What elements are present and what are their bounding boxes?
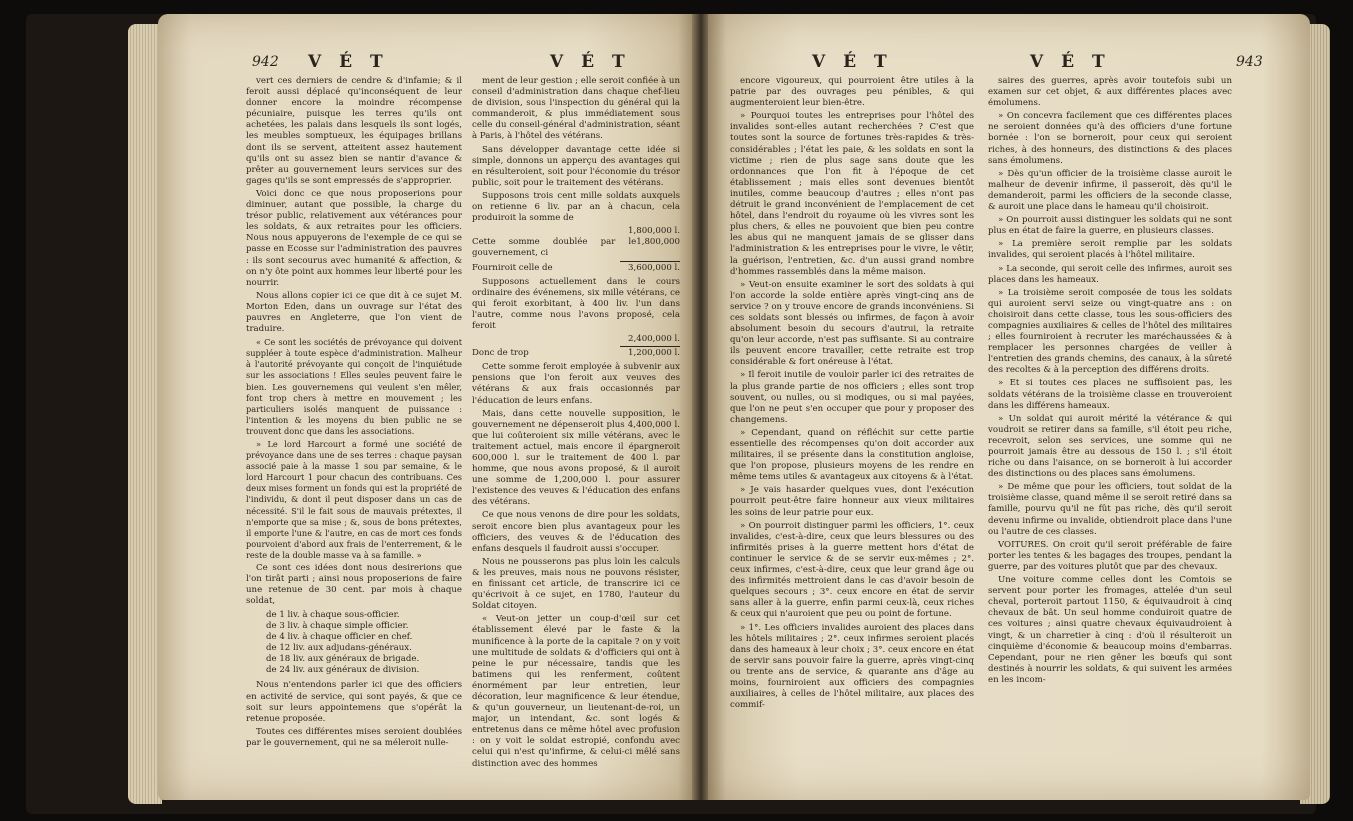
left-running-head-2: V É T (550, 52, 631, 72)
paragraph: Nous ne pousserons pas plus loin les calculs & les preuves, mais nous ne pouvons résister, en finissant cet article, de transcrire ici ce qu'écrivoit à ce sujet, en 1780, l'auteur du Soldat citoyen. (472, 556, 680, 612)
calc-label: Donc de trop (472, 348, 529, 359)
left-page (158, 14, 694, 800)
right-column-1 (730, 76, 974, 713)
paragraph: Mais, dans cette nouvelle supposition, le gouvernement ne dépenseroit plus 4,400,000 l. que lui coûteroient six mille vétérans, avec le traitement actuel, mais encore il épargneroit 600,000 l. sur le traitement de 400 l. par homme, que nous avons proposé, & il auroit une somme de 1,200,000 l. pour assurer l'existence des veuves & l'éducation des enfans des vétérans. (472, 408, 680, 508)
article-voitures: VOITURES. On croit qu'il seroit préférable de faire porter les tentes & les bagages des troupes, pendant la guerre, par des voitures plutôt que par des chevaux. (988, 539, 1232, 572)
paragraph: » Il feroit inutile de vouloir parler ici des retraites de la plus grande partie de nos officiers ; elles sont trop souvent, ou nulles, ou si modiques, ou si mal payées, que l'on ne peut s'en occuper que pour y proposer des changemens. (730, 370, 974, 425)
calculation-table-2 (472, 334, 680, 359)
list-item: de 1 liv. à chaque sous-officier. (266, 610, 400, 621)
amount: 3,600,000 l. (628, 262, 680, 273)
left-page-number: 942 (252, 54, 279, 70)
paragraph: « Veut-on jetter un coup-d'œil sur cet établissement élevé par le faste & la munificence à la porte de la capitale ? on y voit une multitude de soldats & d'officiers qui ont à peine le pur nécessaire, tandis que les batimens qui les renferment, coûtent énormément par leur entretien, leur décoration, leur magnificence & leur étendue, & qu'un gouverneur, un lieutenant-de-roi, un major, un intendant, &c. sont logés & entretenus dans ce même hôtel avec profusion : on y voit le soldat estropié, confondu avec celui qui n'est qu'infirme, & celui-ci mêlé sans distinction avec des hommes (472, 614, 680, 769)
paragraph: » On pourroit aussi distinguer les soldats qui ne sont plus en état de faire la guerre, en plusieurs classes. (988, 215, 1232, 237)
paragraph: » Cependant, quand on réfléchit sur cette partie essentielle des récompenses qu'on doit accorder aux militaires, il se présente dans la constitution angloise, que l'on propose, plusieurs moyens de les rendre en même tems utiles & avantageux aux citoyens & à l'état. (730, 427, 974, 483)
calculation-table (472, 226, 680, 273)
retenue-list (266, 610, 462, 676)
amount: 1,200,000 l. (628, 348, 680, 359)
paragraph: » Je vais hasarder quelques vues, dont l'exécution pourroit peut-être faire honneur aux vieux militaires les soins de leur patrie pour eux. (730, 485, 974, 518)
paragraph: » La première seroit remplie par les soldats invalides, qui seroient placés à l'hôtel militaire. (988, 239, 1232, 261)
paragraph: ment de leur gestion ; elle seroit confiée à un conseil d'administration dans chaque chef-lieu de division, sous l'inspection du général qui la commanderoit, & plus immédiatement sous celle du conseil-général d'administration, séant à Paris, à l'hôtel des vétérans. (472, 76, 680, 142)
paragraph: saires des guerres, après avoir toutefois subi un examen sur cet objet, & aux différentes places avec émolumens. (988, 76, 1232, 109)
paragraph: Voici donc ce que nous proposerions pour diminuer, autant que possible, la charge du trésor public, relativement aux vétérances pour les soldats, & aux retraites pour les officiers. Nous nous appuyerons de l'exemple de ce qui se passe en Ecosse sur l'administration des pauvres : ils sont secourus avec humanité & affection, & on n'y ôte point aux hommes leur liberté pour les nourrir. (246, 188, 462, 288)
paragraph: Supposons trois cent mille soldats auxquels on retienne 6 liv. par an à chacun, cela produiroit la somme de (472, 190, 680, 224)
paragraph: encore vigoureux, qui pourroient être utiles à la patrie par des ouvrages peu pénibles, & qui augmenteroient leur bien-être. (730, 76, 974, 109)
paragraph: » Et si toutes ces places ne suffisoient pas, les soldats vétérans de la troisième classe en trouveroient dans les différens hameaux. (988, 378, 1232, 411)
calc-label: Cette somme doublée par le gouvernement, ci (472, 237, 637, 259)
paragraph: Une voiture comme celles dont les Comtois se servent pour porter les fromages, attelée d'un seul cheval, porteroit partout 1150, & équivaudroit à cinq chevaux de bât. Un seul homme conduiroit quatre de ces voitures ; ainsi quatre chevaux équivaudroient à vingt, & un charretier à cinq : d'où il résulteroit un cinquième d'économie & beaucoup moins d'embarras. Cependant, pour ne rien gêner les bœufs qui sont destinés à nourrir les soldats, & qui suivent les armées en les incom- (988, 575, 1232, 685)
right-running-head-1: V É T (812, 52, 893, 72)
paragraph: Cette somme feroit employée à subvenir aux pensions que l'on feroit aux veuves des vétérans & aux frais occasionnés par l'éducation de leurs enfans. (472, 362, 680, 406)
paragraph: Ce sont ces idées dont nous desirerions que l'on tirât parti ; ainsi nous proposerions de faire une retenue de 30 cent. par mois à chaque soldat, (246, 563, 462, 607)
paragraph: » 1°. Les officiers invalides auroient des places dans les hôtels militaires ; 2°. ceux infirmes seroient placés dans des hameaux à leur choix ; 3°. ceux encore en état de servir sans pouvoir faire la guerre, après vingt-cinq ou trente ans de service, & quarante ans d'âge au moins, fourniroient aux officiers des compagnies auxiliaires, à celles de l'hôtel militaire, aux places des commif- (730, 622, 974, 711)
paragraph: Supposons actuellement dans le cours ordinaire des événemens, six mille vétérans, ce qui feroit exorbitant, à 400 liv. l'un dans l'autre, comme nous l'avons proposé, cela feroit (472, 276, 680, 331)
paragraph: « Ce sont les sociétés de prévoyance qui doivent suppléer à toute espèce d'administration. Malheur à l'autorité prévoyante qui conçoit de l'inquiétude sur les associations ! Elles seules peuvent faire le bien. Les gouvernemens qui veulent s'en mêler, font trop chers à mettre en mouvement ; les particuliers isolés manquent de puissance : l'intention & les moyens du bien public ne se trouvent donc que dans les associations. (246, 337, 462, 436)
list-item: de 12 liv. aux adjudans-généraux. (266, 643, 412, 654)
paragraph: » Le lord Harcourt a formé une société de prévoyance dans une de ses terres : chaque paysan associé paie à la masse 1 sou par semaine, & le lord Harcourt 1 pour chacun des contribuans. Ces deux mises forment un fonds qui est la propriété de l'individu, & dont il peut disposer dans un cas de nécessité. S'il le fait sous de mauvais prétextes, il n'emporte que sa mise ; &, sous de bons prétextes, il emporte l'une & l'autre, en cas de mort ces fonds pourvoient d'abord aux frais de l'enterrement, & le reste de la double masse va à sa famille. » (246, 439, 462, 560)
paragraph: Nous n'entendons parler ici que des officiers en activité de service, qui sont payés, & que ce soit sur leurs appointemens que s'opérât la retenue proposée. (246, 680, 462, 724)
list-item: de 24 liv. aux généraux de division. (266, 665, 420, 676)
right-running-head-2: V É T (1030, 52, 1111, 72)
right-column-2 (988, 76, 1232, 688)
left-page-edges (128, 24, 162, 804)
paragraph: vert ces derniers de cendre & d'infamie; & il feroit aussi déplacé qu'inconséquent de leur donner encore la moindre récompense pécuniaire, puisque les terres qu'ils ont achetées, les palais dans lesquels ils sont logés, les meubles somptueux, les équipages brillans dont ils se servent, atteitent assez hautement qu'ils ont su assez bien se nantir d'avance & prêter au gouvernement leurs services sur des gages qu'ils se sont empressés de s'approprier. (246, 76, 462, 186)
paragraph: » Un soldat qui auroit mérité la vétérance & qui voudroit se retirer dans sa famille, s'il étoit peu riche, recevroit, selon ses services, une somme qui ne pourroit jamais être au dessous de 150 l. ; s'il étoit riche ou dans l'aisance, on se borneroit à lui accorder des distinctions ou des places sans émolumens. (988, 413, 1232, 480)
list-item: de 18 liv. aux généraux de brigade. (266, 654, 420, 665)
paragraph: » On concevra facilement que ces différentes places ne seroient données qu'à des officiers d'une fortune bornée : l'on se borneroit, pour ceux qui seroient riches, à des honneurs, des distinctions & des places sans émolumens. (988, 111, 1232, 166)
paragraph: » Pourquoi toutes les entreprises pour l'hôtel des invalides sont-elles autant recherchées ? C'est que toutes sont la source de fortunes très-rapides & très-considérables ; l'état les paie, & les soldats en sont la victime ; rien de plus sage sans doute que les ordonnances que l'on fit à l'époque de cet établissement ; mais elles sont devenues bientôt inutiles, comme beaucoup d'autres ; elles n'ont pas détruit le grand inconvénient de l'emplacement de cet hôtel, dans l'endroit du royaume où les vivres sont les plus chers, & elles ne pouvoient que bien peu contre les abus qui ne manquent jamais de se glisser dans l'administration & les entreprises pour le vivre, le vêtir, la guérison, l'entretien, &c. d'un aussi grand nombre d'hommes rassemblés dans la même maison. (730, 111, 974, 277)
calc-label: Fourniroit celle de (472, 262, 553, 273)
amount: 1,800,000 l. (628, 226, 680, 237)
left-column-1 (246, 76, 462, 751)
right-page (708, 14, 1310, 800)
amount: 2,400,000 l. (628, 334, 680, 345)
left-running-head-1: V É T (308, 52, 389, 72)
amount: 1,800,000 (636, 237, 680, 248)
paragraph: » Veut-on ensuite examiner le sort des soldats à qui l'on accorde la solde entière après vingt-cinq ans de service ? on y trouve encore de grands inconvéniens. Si ces soldats sont blessés ou infirmes, de façon à avoir absolument besoin du secours d'autrui, la retraite qu'on leur accorde, n'est pas suffisante. Si au contraire ils peuvent encore travailler, cette retraite est trop considérable & fort onéreuse à l'état. (730, 279, 974, 368)
list-item: de 3 liv. à chaque simple officier. (266, 621, 409, 632)
paragraph: » De même que pour les officiers, tout soldat de la troisième classe, quand même il se seroit retiré dans sa famille, pourvu qu'il ne fût pas riche, dès qu'il seroit devenu infirme ou invalide, obtiendroit place dans l'une ou l'autre de ces classes. (988, 482, 1232, 537)
sum-rule (620, 346, 680, 347)
paragraph: » La troisième seroit composée de tous les soldats qui auroient servi seize ou vingt-quatre ans : on choisiroit dans cette classe, tous les sous-officiers des compagnies auxiliaires & celles de l'hôtel des militaires ; elles fourniroient à recruter les maréchaussées & à remplacer les personnes chargées de veiller à l'entretien des grands chemins, des canaux, à la sûreté des recoltes & à la perception des différens droits. (988, 287, 1232, 376)
right-page-number: 943 (1236, 54, 1263, 70)
paragraph: » Dès qu'un officier de la troisième classe auroit le malheur de devenir infirme, il passeroit, dès qu'il le demanderoit, parmi les officiers de la seconde classe, & auroit une place dans le hameau qu'il choisiroit. (988, 168, 1232, 213)
paragraph: Toutes ces différentes mises seroient doublées par le gouvernement, qui ne sa méleroit nulle- (246, 726, 462, 748)
paragraph: » On pourroit distinguer parmi les officiers, 1°. ceux invalides, c'est-à-dire, ceux que leurs blessures ou des infirmités prises à la guerre mettent hors d'état de continuer le service & de se servir eux-mêmes ; 2°. ceux infirmes, c'est-à-dire, ceux que leur grand âge ou des infirmités mettroient dans le cas d'avoir besoin de quelques secours ; 3°. ceux encore en état de servir sans aller à la guerre, enfin parmi ceux-là, ceux riches & ceux qui n'auroient que peu ou point de fortune. (730, 520, 974, 620)
left-column-2 (472, 76, 680, 772)
list-item: de 4 liv. à chaque officier en chef. (266, 632, 413, 643)
paragraph: Nous allons copier ici ce que dit à ce sujet M. Morton Eden, dans un ouvrage sur l'état des pauvres en Angleterre, que l'on vient de traduire. (246, 290, 462, 335)
paragraph: Ce que nous venons de dire pour les soldats, seroit encore bien plus avantageux pour les officiers, des veuves & de l'éducation des enfans desquels il faudroit aussi s'occuper. (472, 510, 680, 554)
paragraph: Sans développer davantage cette idée si simple, donnons un apperçu des avantages qui en résulteroient, soit pour l'économie du trésor public, soit pour le traitement des vétérans. (472, 144, 680, 188)
sum-rule (620, 261, 680, 262)
paragraph: » La seconde, qui seroit celle des infirmes, auroit ses places dans les hameaux. (988, 263, 1232, 285)
